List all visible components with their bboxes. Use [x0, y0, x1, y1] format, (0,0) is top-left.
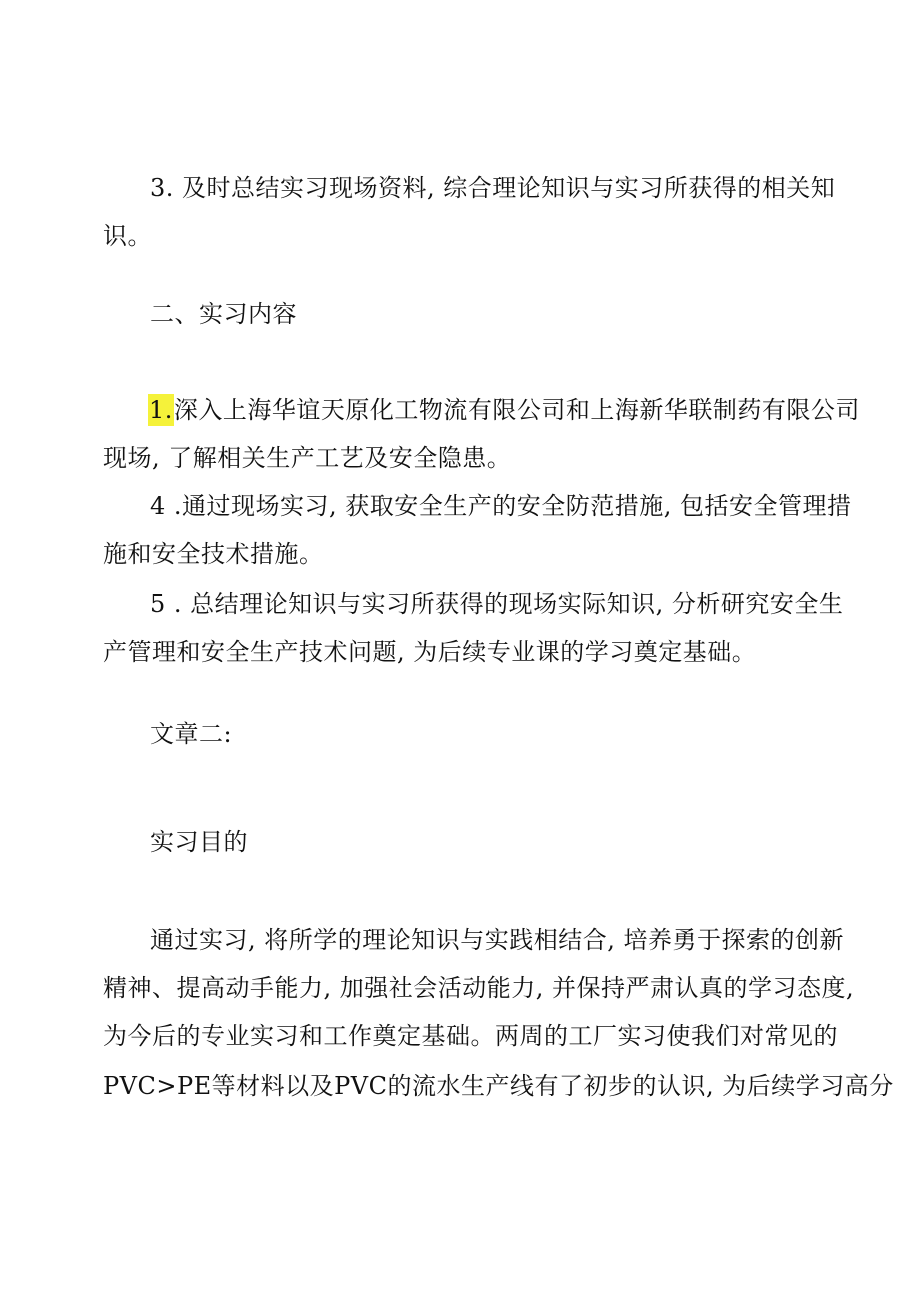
paragraph-5-line-1: 5 . 总结理论知识与实习所获得的现场实际知识, 分析研究安全生	[150, 590, 844, 618]
purpose-paragraph-line-1: 通过实习, 将所学的理论知识与实践相结合, 培养勇于探索的创新	[150, 926, 845, 954]
section-heading-content: 二、实习内容	[150, 300, 297, 328]
purpose-paragraph-line-4: PVC>PE等材料以及PVC的流水生产线有了初步的认识, 为后续学习高分	[103, 1072, 894, 1100]
paragraph-5-line-2: 产管理和安全生产技术问题, 为后续专业课的学习奠定基础。	[103, 638, 757, 666]
purpose-heading: 实习目的	[150, 828, 248, 856]
paragraph-1-line-2: 现场, 了解相关生产工艺及安全隐患。	[103, 444, 512, 472]
paragraph-4-line-1: 4 .通过现场实习, 获取安全生产的安全防范措施, 包括安全管理措	[150, 492, 852, 520]
purpose-paragraph-line-3: 为今后的专业实习和工作奠定基础。两周的工厂实习使我们对常见的	[103, 1022, 838, 1050]
paragraph-4-line-2: 施和安全技术措施。	[103, 540, 324, 568]
paragraph-3-line-1: 3. 及时总结实习现场资料, 综合理论知识与实习所获得的相关知	[150, 174, 836, 202]
paragraph-1-line-1	[148, 394, 860, 426]
paragraph-1-line-1-text: 深入上海华谊天原化工物流有限公司和上海新华联制药有限公司	[173, 396, 860, 424]
article-two-heading: 文章二:	[150, 720, 233, 748]
highlighted-number: 1.	[149, 396, 173, 424]
purpose-paragraph-line-2: 精神、提高动手能力, 加强社会活动能力, 并保持严肃认真的学习态度,	[103, 974, 855, 1002]
paragraph-3-line-2: 识。	[103, 222, 152, 250]
